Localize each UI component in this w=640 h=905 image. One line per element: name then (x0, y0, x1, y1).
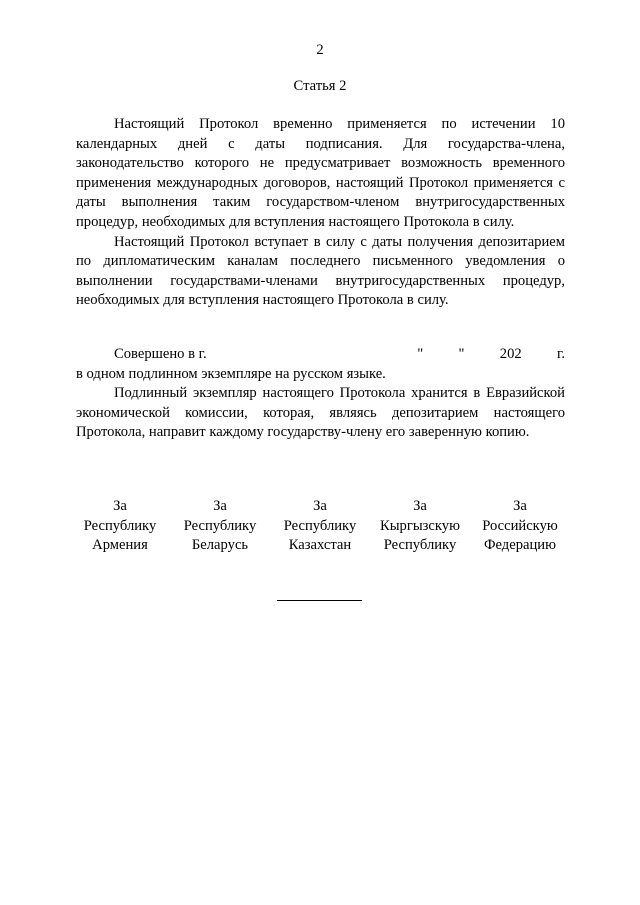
done-at-line (76, 345, 565, 365)
signature-country-line: Республику (283, 517, 357, 534)
paragraph-original-copy: Подлинный экземпляр настоящего Протокола хранится в Евразийской экономической комиссии, которая, являясь депозитарием настоящего Протокола, направит каждому государству-члену его заверенную копию. (76, 385, 565, 441)
signature-kyrgyzstan (370, 497, 470, 556)
signature-country-line: Кыргызскую (380, 517, 460, 534)
signature-country-line: Федерацию (483, 537, 556, 554)
date-quote-open: " (417, 346, 424, 362)
signature-country-line: Республику (183, 517, 257, 534)
signature-country-line: Казахстан (288, 537, 352, 554)
year-value: 202 (499, 346, 522, 362)
signature-country-line: Российскую (482, 517, 558, 534)
end-of-document-rule (277, 600, 362, 601)
signature-armenia (70, 497, 170, 556)
signature-russia (470, 497, 570, 556)
paragraph-entry-into-force: Настоящий Протокол вступает в силу с даты получения депозитарием по дипломатическим каналам последнего письменного уведомления о выполнении государствами-членами внутригосударственных процедур, необходимых для вступления настоящего Протокола в силу. (76, 233, 565, 309)
signature-country-line: Республику (383, 537, 457, 554)
signature-country-line: Армения (92, 537, 148, 554)
signature-za: За (413, 498, 427, 514)
signature-za: За (513, 498, 527, 514)
signature-country-line: Республику (83, 517, 157, 534)
signature-za: За (113, 498, 127, 514)
signature-block (70, 497, 570, 556)
city-blank (242, 345, 382, 365)
done-at-continuation: в одном подлинном экземпляре на русском языке. (76, 365, 386, 382)
signature-za: За (213, 498, 227, 514)
year-suffix: г. (557, 346, 565, 362)
signature-za: За (313, 498, 327, 514)
article-body (76, 115, 565, 311)
paragraph-provisional-application: Настоящий Протокол временно применяется по истечении 10 календарных дней с даты подписания. Для государства-члена, законодательство которого не предусматривает возможность временного применения международных договоров, настоящий Протокол применяется с даты выполнения таким государством-членом внутригосударственных процедур, необходимых для вступления настоящего Протокола в силу. (76, 116, 565, 230)
date-quote-close: " (458, 346, 465, 362)
signature-belarus (170, 497, 270, 556)
page-number: 2 (316, 42, 324, 58)
closing-section (76, 345, 565, 443)
signature-country-line: Беларусь (191, 537, 249, 554)
done-at-prefix: Совершено в г. (114, 346, 207, 362)
signature-kazakhstan (270, 497, 370, 556)
article-title: Статья 2 (293, 78, 347, 94)
